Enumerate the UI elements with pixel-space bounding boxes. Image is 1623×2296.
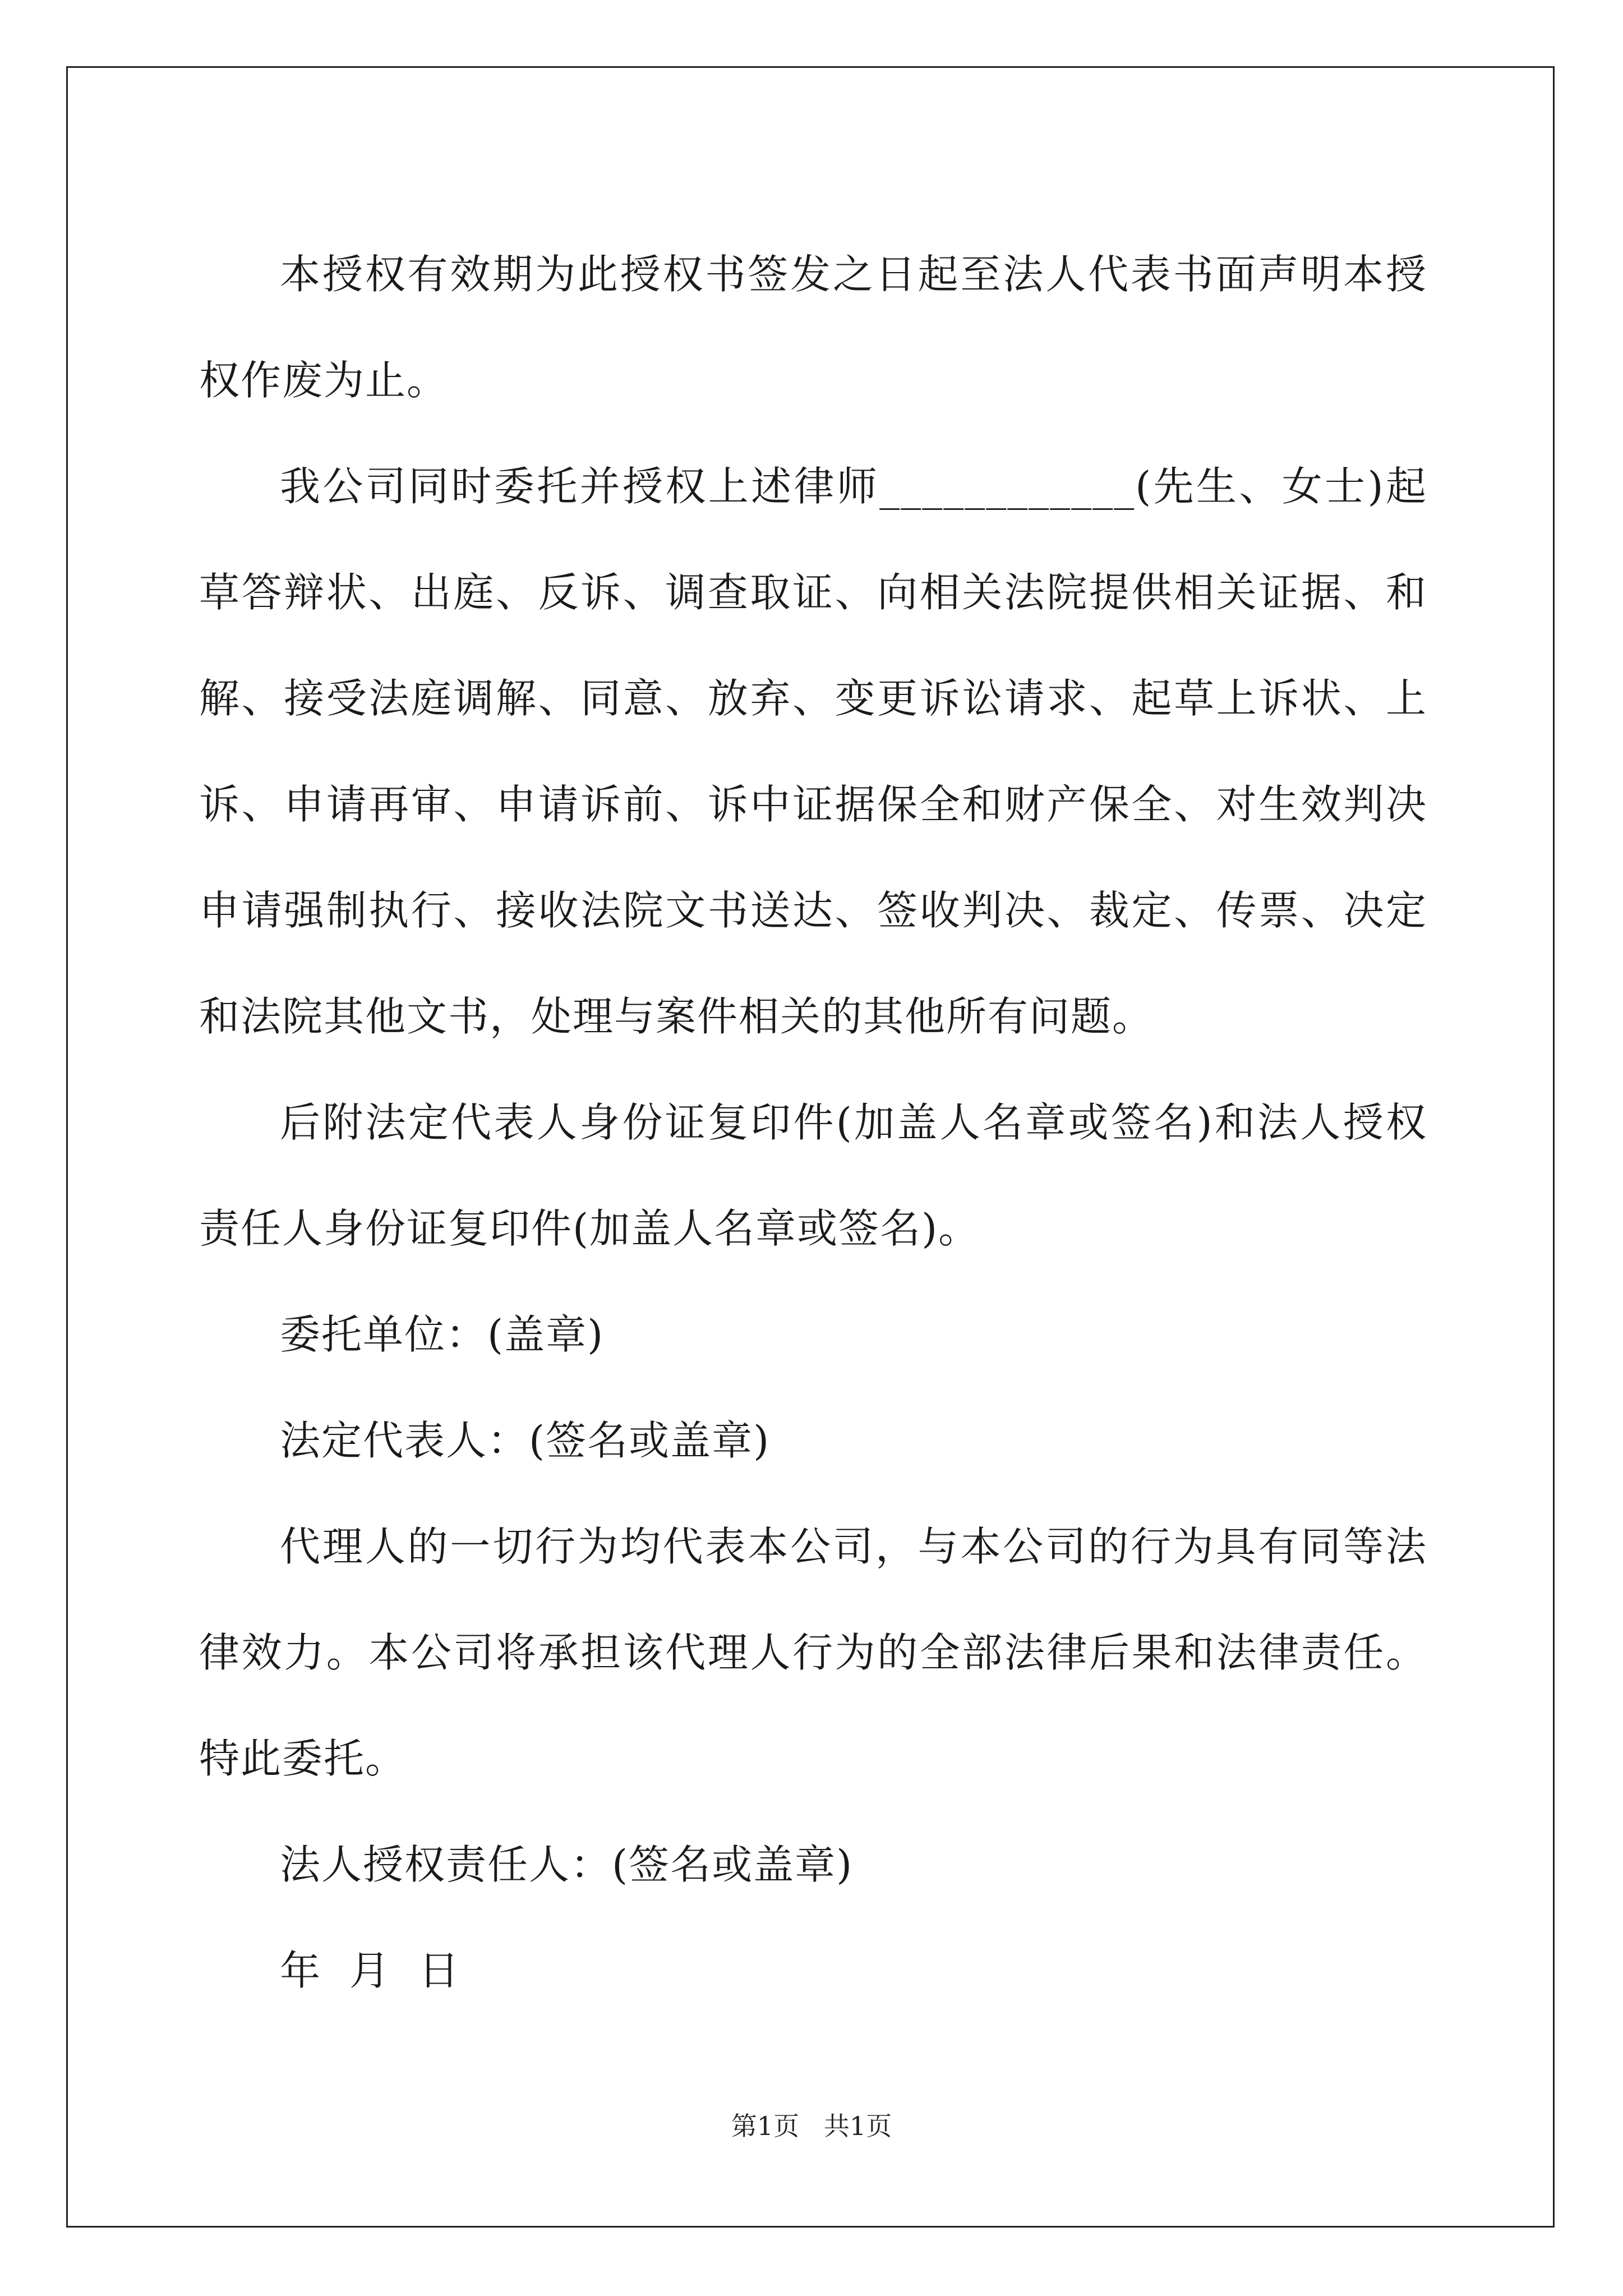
line-authorized-person: 法人授权责任人：(签名或盖章) (280, 1841, 854, 1888)
page-footer (0, 2109, 1623, 2143)
paragraph-attachments: 后附法定代表人身份证复印件(加盖人名章或签名)和法人授权责任人身份证复印件(加盖人名章或签名)。 (199, 1099, 1427, 1252)
paragraph-authorization-scope: 我公司同时委托并授权上述律师____________(先生、女士)起草答辩状、出庭、反诉、调查取证、向相关法院提供相关证据、和解、接受法庭调解、同意、放弃、变更诉讼请求、起草上诉状、上诉、申请再审、申请诉前、诉中证据保全和财产保全、对生效判决申请强制执行、接收法院文书送达、签收判决、裁定、传票、决定和法院其他文书，处理与案件相关的其他所有问题。 (199, 463, 1427, 1040)
paragraph-agent-effect: 代理人的一切行为均代表本公司，与本公司的行为具有同等法律效力。本公司将承担该代理人行为的全部法律后果和法律责任。特此委托。 (199, 1523, 1427, 1782)
line-date: 年 月 日 (280, 1947, 460, 1994)
line-legal-representative: 法定代表人：(签名或盖章) (280, 1417, 771, 1464)
paragraph-validity: 本授权有效期为此授权书签发之日起至法人代表书面声明本授权作废为止。 (199, 251, 1427, 404)
document-body (199, 222, 1427, 2024)
page-number: 第1页 共1页 (731, 2111, 892, 2141)
line-entrusting-unit: 委托单位：(盖章) (280, 1311, 605, 1358)
